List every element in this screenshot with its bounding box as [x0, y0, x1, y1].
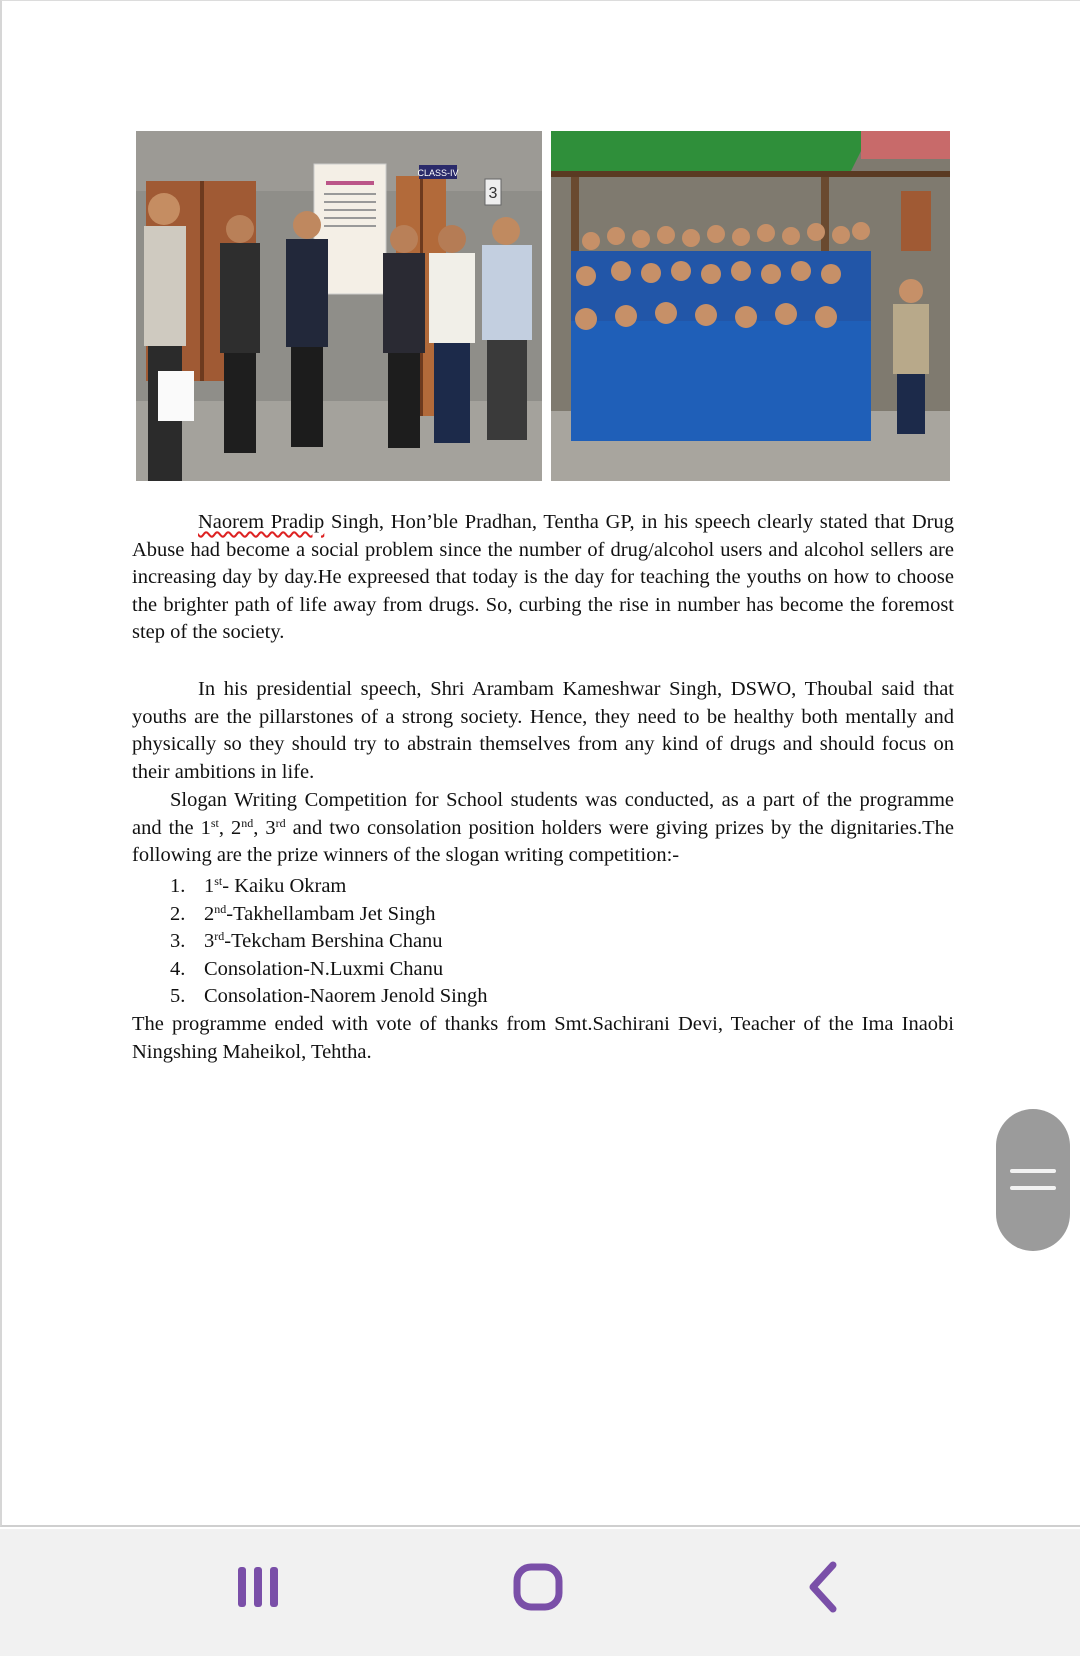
list-item: [170, 901, 488, 929]
list-winner: Consolation-Naorem Jenold Singh: [204, 985, 488, 1008]
handle-grip-line: [1010, 1186, 1056, 1190]
list-rank: 2: [204, 902, 215, 925]
paragraph-2-text: In his presidential speech, Shri Arambam Kameshwar Singh, DSWO, Thoubal said that youths are the pillarstones of a strong society. Hence, they need to be healthy both mentally and physically so they should try to abstrain themselves from any kind of drugs and should focus on their ambitions in life.: [132, 678, 954, 783]
door-number: 3: [488, 185, 498, 202]
paragraph-3-part-a: Slogan Writing Competition for School students was conducted, as a part of the programme and the 1: [132, 789, 954, 839]
list-number: 1.: [170, 875, 186, 897]
paragraph-3-part-d: and two consolation position holders were giving prizes by the dignitaries.The following are the prize winners of the slogan writing competition:-: [132, 816, 955, 867]
photo-student-group: [551, 131, 950, 481]
recent-apps-icon: [218, 1555, 298, 1621]
scroll-handle[interactable]: [996, 1109, 1070, 1251]
paragraph-presidential-speech: [132, 676, 954, 786]
paragraph-vote-of-thanks: [132, 1011, 954, 1066]
paragraph-3-part-b: , 2: [218, 816, 242, 839]
list-winner: - Kaiku Okram: [222, 875, 347, 897]
list-winner: Consolation-N.Luxmi Chanu: [204, 957, 444, 980]
back-button[interactable]: [783, 1555, 863, 1621]
superscript-nd: nd: [241, 815, 254, 830]
list-winner: -Takhellambam Jet Singh: [226, 902, 436, 925]
photo-officials-plaque: [136, 131, 542, 481]
home-icon: [498, 1555, 578, 1621]
list-rank: 3: [204, 930, 215, 953]
list-number: 2.: [170, 902, 186, 925]
paragraph-1-text: Singh, Hon’ble Pradhan, Tentha GP, in his speech clearly stated that Drug Abuse had become a social problem since the number of drug/alcohol users and alcohol sellers are increasing day by day.He expreesed that today is the day for teaching the youths on how to choose the brighter path of life away from drugs. So, curbing the rise in number has become the foremost step of the society.: [132, 511, 954, 644]
class-sign: CLASS-IV: [417, 168, 459, 178]
winners-list: [170, 873, 488, 1011]
paragraph-slogan-competition: [132, 787, 954, 870]
photo-group-illustration: [551, 131, 950, 481]
list-number: 5.: [170, 985, 186, 1008]
list-winner: -Tekcham Bershina Chanu: [224, 930, 443, 953]
superscript-st: st: [210, 815, 219, 830]
list-rank: 1: [204, 875, 215, 897]
navigation-bar: [0, 1529, 1080, 1656]
list-rank-suffix: st: [214, 874, 223, 888]
handle-grip-line: [1010, 1169, 1056, 1173]
superscript-rd: rd: [275, 815, 286, 830]
recent-apps-button[interactable]: [218, 1555, 298, 1621]
list-number: 4.: [170, 957, 186, 980]
paragraph-3-part-c: , 3: [253, 816, 276, 839]
list-item: [170, 928, 488, 956]
list-rank-suffix: nd: [214, 901, 227, 916]
list-item: [170, 956, 488, 984]
list-rank-suffix: rd: [214, 929, 225, 944]
list-number: 3.: [170, 930, 186, 953]
paragraph-pradhan-speech: [132, 509, 954, 647]
home-button[interactable]: [498, 1555, 578, 1621]
back-icon: [783, 1555, 863, 1621]
photo-officials-illustration: [136, 131, 542, 481]
paragraph-4-text: The programme ended with vote of thanks from Smt.Sachirani Devi, Teacher of the Ima Inaobi Ningshing Maheikol, Tehtha.: [132, 1013, 954, 1063]
list-item: [170, 873, 488, 901]
misspelled-name: Naorem Pradip: [198, 511, 325, 533]
list-item: [170, 983, 488, 1011]
